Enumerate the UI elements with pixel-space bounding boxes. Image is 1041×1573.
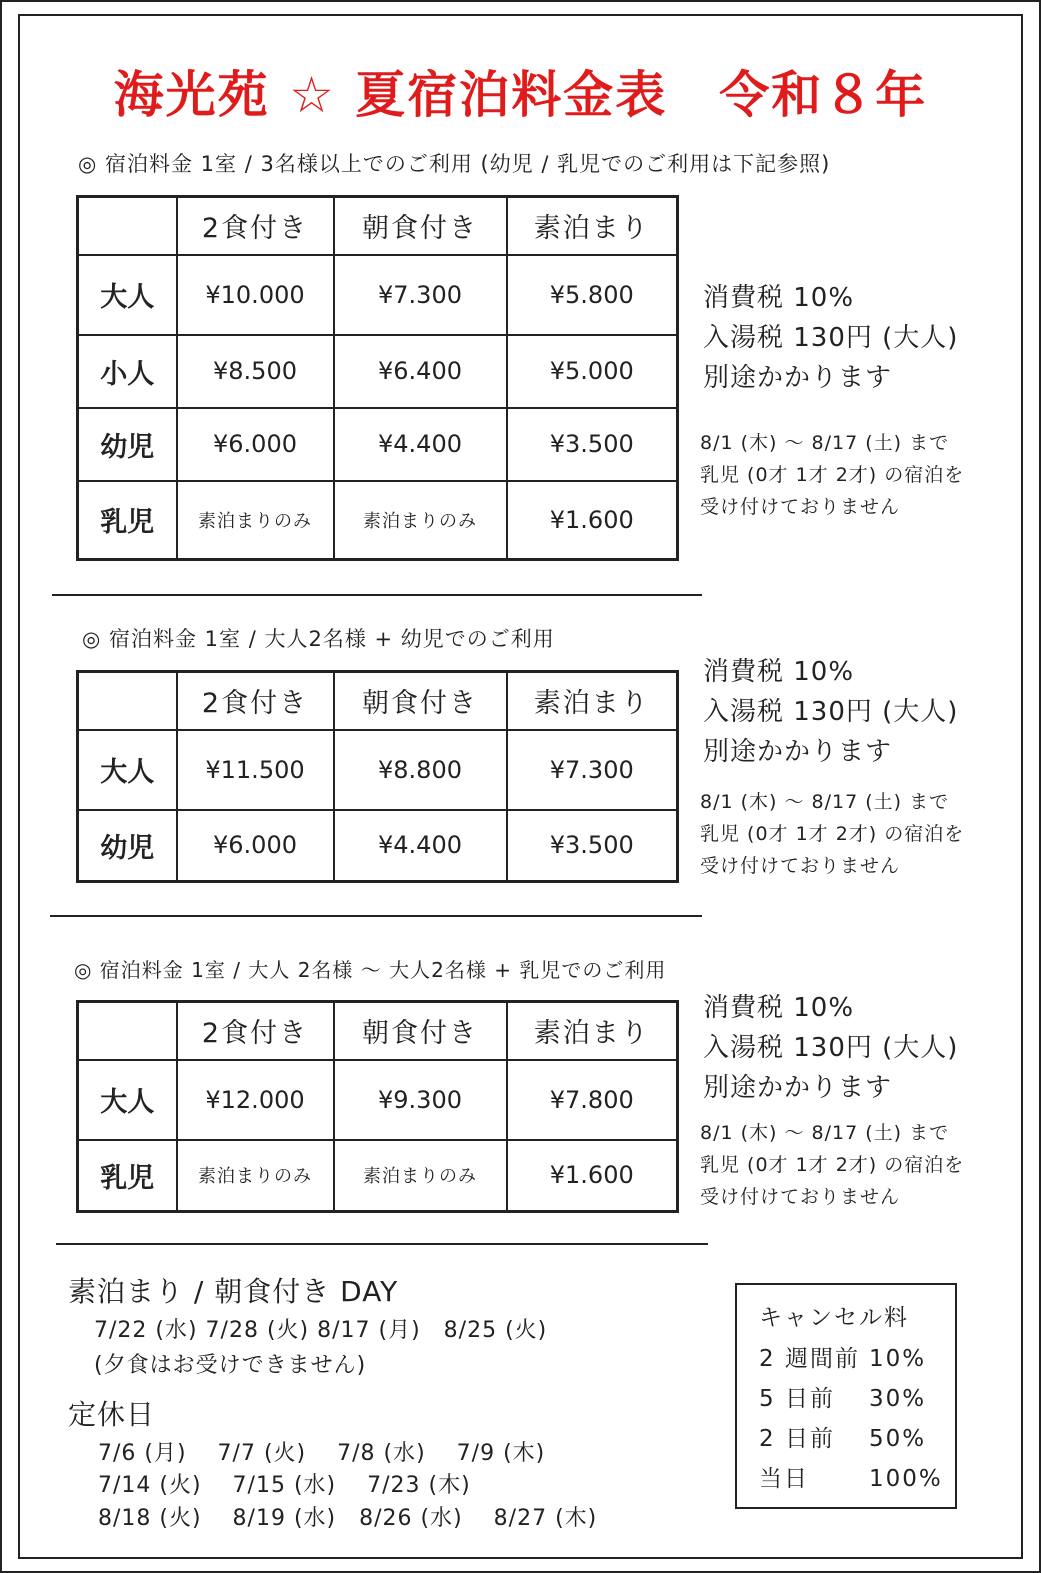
price-cell: ¥4.400 — [334, 810, 507, 882]
col-header-breakfast: 朝食付き — [334, 197, 507, 255]
row-label: 乳児 — [78, 481, 177, 560]
price-cell: ¥3.500 — [507, 408, 678, 481]
corner-cell — [78, 197, 177, 255]
price-cell: 素泊まりのみ — [334, 1140, 507, 1212]
divider — [50, 915, 702, 917]
cancel-fee-label: 5 日前 — [759, 1386, 835, 1412]
notice-line: 乳児 (0才 1才 2才) の宿泊を — [700, 464, 965, 486]
cancel-fee-row — [759, 1380, 926, 1413]
row-label: 幼児 — [78, 408, 177, 481]
row-label: 大人 — [78, 255, 177, 335]
notice-line: 8/1 (木) ～ 8/17 (土) まで — [700, 791, 950, 813]
cancel-fee-value: 100% — [869, 1466, 943, 1492]
row-label: 小人 — [78, 335, 177, 408]
price-cell: ¥7.300 — [334, 255, 507, 335]
col-header-two-meals: 2食付き — [177, 197, 334, 255]
col-header-two-meals: 2食付き — [177, 672, 334, 730]
price-cell: ¥11.500 — [177, 730, 334, 810]
price-cell: ¥4.400 — [334, 408, 507, 481]
price-cell: 素泊まりのみ — [334, 481, 507, 560]
price-cell: ¥9.300 — [334, 1060, 507, 1140]
col-header-two-meals: 2食付き — [177, 1002, 334, 1060]
row-label: 幼児 — [78, 810, 177, 882]
infant-notice — [700, 786, 964, 882]
price-cell: ¥6.000 — [177, 810, 334, 882]
notice-line: 8/1 (木) ～ 8/17 (土) まで — [700, 1122, 950, 1144]
divider — [56, 1243, 708, 1245]
cancel-fee-row — [759, 1340, 926, 1373]
cancel-fee-row — [759, 1460, 943, 1493]
price-cell: ¥7.300 — [507, 730, 678, 810]
tax-line: 消費税 10% — [703, 283, 855, 313]
price-cell: 素泊まりのみ — [177, 481, 334, 560]
row-label: 大人 — [78, 1060, 177, 1140]
price-cell: ¥5.800 — [507, 255, 678, 335]
cancel-fee-label: 2 週間前 — [759, 1346, 860, 1372]
tax-line: 入湯税 130円 (大人) — [703, 323, 959, 353]
price-cell: ¥12.000 — [177, 1060, 334, 1140]
special-days-dates: 7/22 (水) 7/28 (火) 8/17 (月) 8/25 (火) — [94, 1318, 548, 1343]
price-cell: ¥5.000 — [507, 335, 678, 408]
tax-line: 別途かかります — [703, 1073, 893, 1103]
notice-line: 8/1 (木) ～ 8/17 (土) まで — [700, 432, 950, 454]
tax-line: 入湯税 130円 (大人) — [703, 697, 959, 727]
section1-table — [76, 195, 679, 561]
col-header-breakfast: 朝食付き — [334, 1002, 507, 1060]
infant-notice — [700, 427, 964, 523]
closed-days-line: 7/6 (月) 7/7 (火) 7/8 (水) 7/9 (木) — [98, 1441, 546, 1466]
section2-heading: ◎ 宿泊料金 1室 / 大人2名様 + 幼児でのご利用 — [82, 627, 555, 651]
corner-cell — [78, 672, 177, 730]
col-header-room-only: 素泊まり — [507, 197, 678, 255]
tax-info — [703, 988, 958, 1108]
price-cell: ¥6.000 — [177, 408, 334, 481]
price-cell: ¥1.600 — [507, 1140, 678, 1212]
cancel-fee-value: 50% — [869, 1426, 927, 1452]
row-label: 乳児 — [78, 1140, 177, 1212]
special-days-note: (夕食はお受けできません) — [94, 1353, 367, 1378]
section3-heading: ◎ 宿泊料金 1室 / 大人 2名様 ～ 大人2名様 + 乳児でのご利用 — [74, 958, 667, 982]
cancel-fee-value: 10% — [869, 1346, 927, 1372]
tax-line: 消費税 10% — [703, 657, 855, 687]
notice-line: 受け付けておりません — [700, 1186, 901, 1208]
cancel-fee-label: 当日 — [759, 1466, 809, 1492]
price-cell: 素泊まりのみ — [177, 1140, 334, 1212]
infant-notice — [700, 1117, 964, 1213]
tax-line: 入湯税 130円 (大人) — [703, 1033, 959, 1063]
col-header-room-only: 素泊まり — [507, 672, 678, 730]
notice-line: 乳児 (0才 1才 2才) の宿泊を — [700, 1154, 965, 1176]
tax-line: 別途かかります — [703, 737, 893, 767]
cancel-fee-value: 30% — [869, 1386, 927, 1412]
closed-days-line: 8/18 (火) 8/19 (水) 8/26 (水) 8/27 (木) — [98, 1506, 598, 1531]
closed-days-line: 7/14 (火) 7/15 (水) 7/23 (木) — [98, 1473, 471, 1498]
cancel-fee-label: 2 日前 — [759, 1426, 835, 1452]
price-cell: ¥8.800 — [334, 730, 507, 810]
corner-cell — [78, 1002, 177, 1060]
cancel-fee-title: キャンセル料 — [759, 1305, 909, 1331]
tax-line: 別途かかります — [703, 363, 893, 393]
special-days-title: 素泊まり / 朝食付き DAY — [68, 1275, 399, 1308]
page-title: 海光苑 ☆ 夏宿泊料金表 令和８年 — [113, 66, 928, 124]
col-header-room-only: 素泊まり — [507, 1002, 678, 1060]
tax-info — [703, 278, 958, 398]
price-cell: ¥8.500 — [177, 335, 334, 408]
tax-info — [703, 652, 958, 772]
price-cell: ¥6.400 — [334, 335, 507, 408]
notice-line: 乳児 (0才 1才 2才) の宿泊を — [700, 823, 965, 845]
tax-line: 消費税 10% — [703, 993, 855, 1023]
section2-table — [76, 670, 679, 883]
price-cell: ¥3.500 — [507, 810, 678, 882]
notice-line: 受け付けておりません — [700, 496, 901, 518]
cancel-fee-row — [759, 1420, 926, 1453]
closed-days-title: 定休日 — [68, 1398, 156, 1431]
price-cell: ¥7.800 — [507, 1060, 678, 1140]
price-cell: ¥10.000 — [177, 255, 334, 335]
col-header-breakfast: 朝食付き — [334, 672, 507, 730]
cancel-fee-box — [735, 1283, 957, 1509]
price-cell: ¥1.600 — [507, 481, 678, 560]
divider — [52, 594, 702, 596]
section3-table — [76, 1000, 679, 1213]
section1-heading: ◎ 宿泊料金 1室 / 3名様以上でのご利用 (幼児 / 乳児でのご利用は下記参照) — [78, 152, 831, 176]
notice-line: 受け付けておりません — [700, 855, 901, 877]
row-label: 大人 — [78, 730, 177, 810]
